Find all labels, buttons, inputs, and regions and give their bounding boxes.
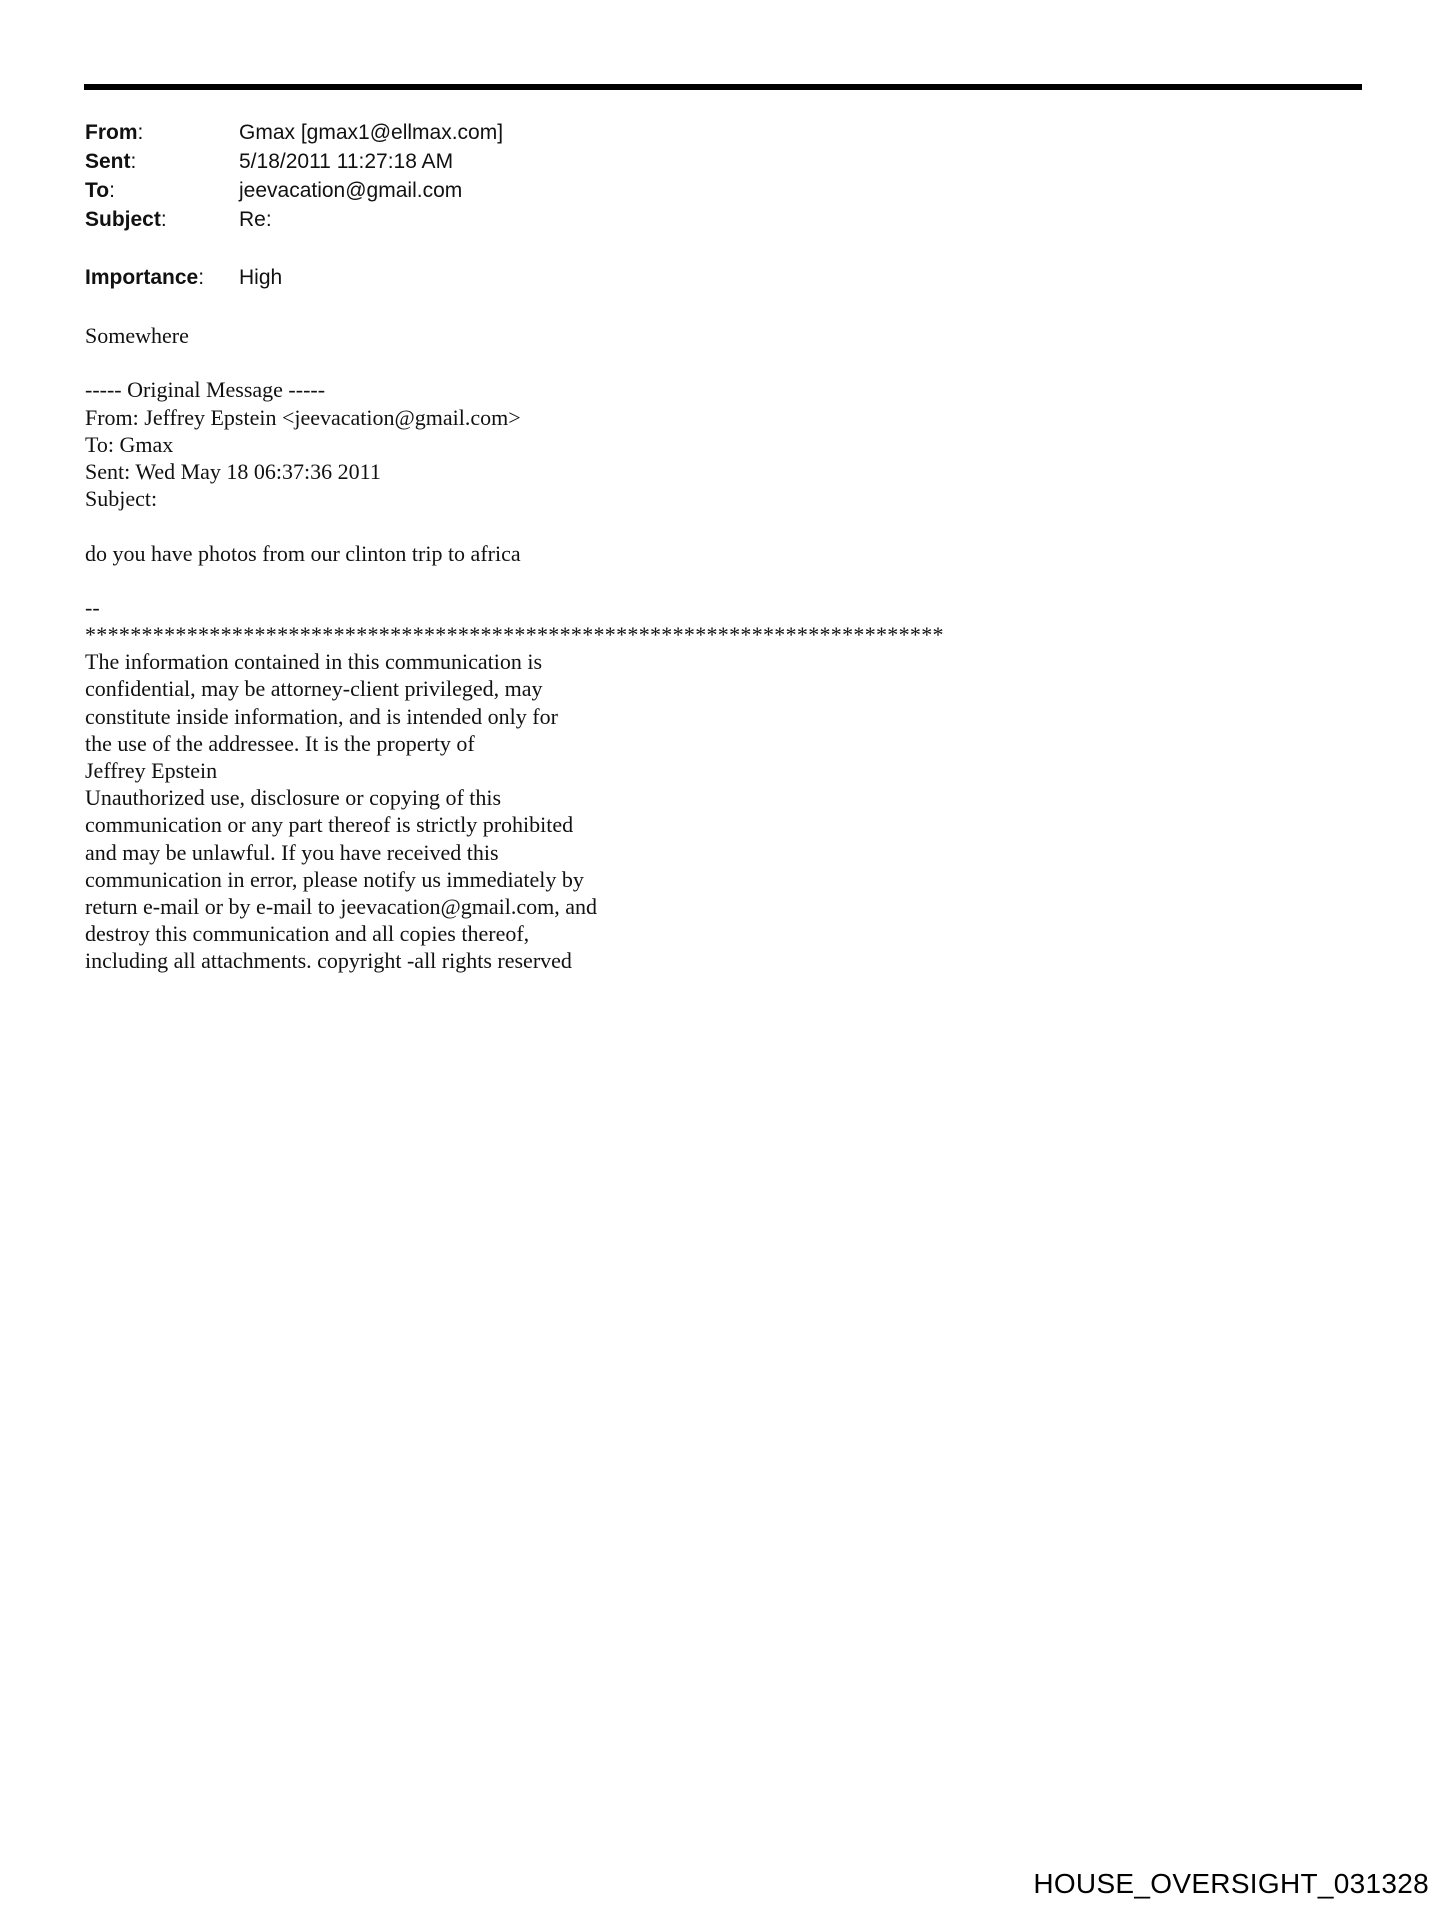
importance-value: High — [239, 266, 283, 289]
email-header — [85, 118, 503, 292]
subject-row — [85, 205, 503, 234]
original-message-separator: ----- Original Message ----- — [85, 377, 326, 403]
disclaimer-line: Jeffrey Epstein — [85, 758, 218, 783]
subject-label: Subject: — [85, 208, 167, 231]
header-rule — [84, 84, 1362, 90]
signature-stars: **************************************************************************** — [85, 622, 944, 648]
from-row — [85, 118, 503, 147]
disclaimer-line: the use of the addressee. It is the property of — [85, 730, 475, 756]
sent-row — [85, 147, 503, 176]
importance-label: Importance: — [85, 266, 205, 289]
sent-label: Sent: — [85, 150, 137, 173]
disclaimer-line: The information contained in this communication is — [85, 649, 543, 675]
from-label: From: — [85, 121, 144, 144]
disclaimer-line: communication or any part thereof is strictly prohibited — [85, 812, 574, 838]
importance-row — [85, 263, 503, 292]
from-value: Gmax [gmax1@ellmax.com] — [239, 121, 504, 144]
disclaimer-line: and may be unlawful. If you have received this — [85, 839, 499, 865]
original-to: To: Gmax — [85, 431, 174, 457]
disclaimer-line: Unauthorized use, disclosure or copying of this — [85, 785, 502, 811]
to-row — [85, 176, 503, 205]
disclaimer-line: destroy this communication and all copies thereof, — [85, 921, 530, 947]
disclaimer-line: communication in error, please notify us immediately by — [85, 866, 584, 892]
original-from: From: Jeffrey Epstein <jeevacation@gmail.com> — [85, 404, 521, 430]
original-subject: Subject: — [85, 486, 158, 512]
email-body — [85, 322, 944, 975]
disclaimer-line: return e-mail or by e-mail to jeevacation@gmail.com, and — [85, 893, 598, 919]
reply-text: Somewhere — [85, 323, 189, 348]
subject-value: Re: — [239, 208, 272, 231]
disclaimer-line: including all attachments. copyright -all rights reserved — [85, 948, 572, 974]
sent-value: 5/18/2011 11:27:18 AM — [239, 150, 454, 173]
original-message-text: do you have photos from our clinton trip to africa — [85, 540, 521, 566]
disclaimer-line: constitute inside information, and is intended only for — [85, 703, 558, 729]
to-value: jeevacation@gmail.com — [239, 179, 463, 202]
to-label: To: — [85, 179, 115, 202]
original-sent: Sent: Wed May 18 06:37:36 2011 — [85, 458, 381, 484]
disclaimer-line: confidential, may be attorney-client privileged, may — [85, 676, 543, 702]
bates-number: HOUSE_OVERSIGHT_031328 — [1033, 1868, 1429, 1899]
signature-dashes: -- — [85, 594, 100, 620]
